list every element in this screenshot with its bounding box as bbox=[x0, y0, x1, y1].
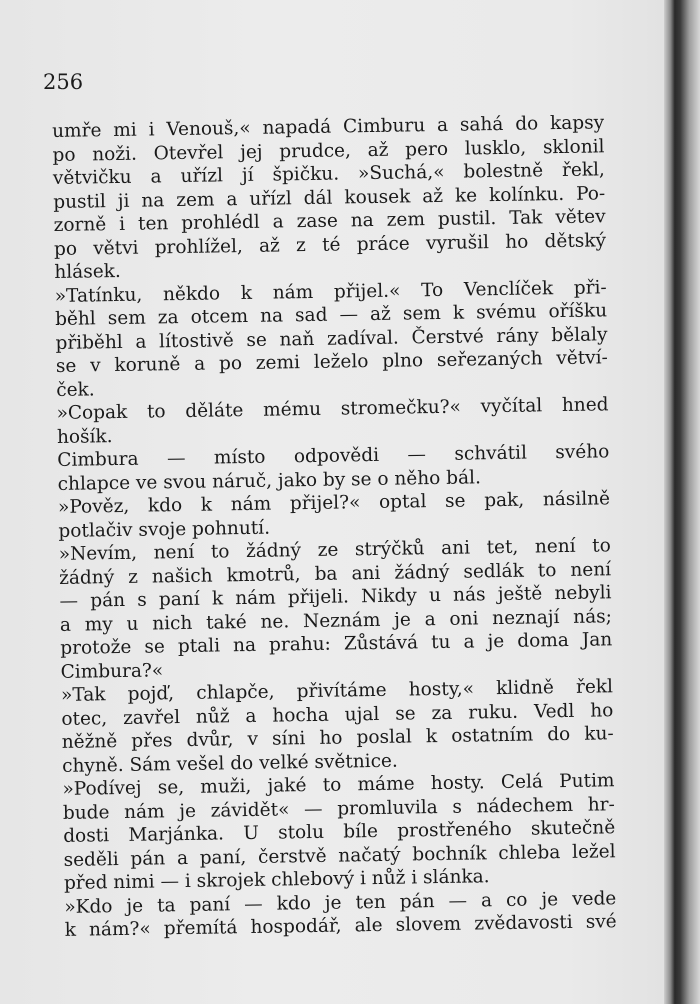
text-line: chlapce ve svou náruč, jako by se o něho bál. bbox=[57, 466, 482, 495]
text-line: běhl sem za otcem na sad — až sem k svému oříšku bbox=[54, 300, 608, 330]
text-line: »Tak pojď, chlapče, přivítáme hosty,« klidně řekl bbox=[60, 676, 614, 706]
text-line: ček. bbox=[56, 378, 95, 401]
text-line: — pán s paní k nám přijeli. Nikdy u nás ještě nebyli bbox=[59, 582, 612, 612]
text-line: před nimi — i skrojek chlebový i nůž i slánka. bbox=[63, 866, 490, 894]
page-number: 256 bbox=[43, 70, 84, 94]
text-line: Cimbura?« bbox=[60, 659, 164, 683]
text-line: seděli pán a paní, čerstvě načatý bochník chleba ležel bbox=[63, 840, 616, 871]
text-line: po větvi prohlížel, až z té práce vyrušil ho dětský bbox=[53, 229, 607, 260]
text-line: »Nevím, není to žádný ze strýčků ani tet, není to bbox=[58, 535, 611, 565]
page-text bbox=[52, 111, 617, 942]
text-line: Cimbura — místo odpovědi — schvátil svého bbox=[57, 441, 610, 471]
text-line: dosti Marjánka. U stolu bíle prostřeného skutečně bbox=[63, 817, 616, 847]
text-line: umře mi i Venouš,« napadá Cimburu a sahá do kapsy bbox=[52, 112, 605, 142]
text-line: se v koruně a po zemi leželo plno seřezaných větví- bbox=[55, 347, 608, 377]
text-line: »Copak to děláte mému stromečku?« vyčítal hned bbox=[56, 394, 609, 424]
text-line: po noži. Otevřel jej prudce, až pero lusklo, sklonil bbox=[52, 135, 605, 166]
text-line: přiběhl a lítostivě se naň zadíval. Čerstvé rány bělaly bbox=[55, 323, 608, 354]
text-line: zorně i ten prohlédl a zase na zem pustil. Tak větev bbox=[53, 206, 606, 236]
text-line: bude nám je závidět« — promluvila s nádechem hr- bbox=[62, 793, 615, 824]
text-line: pustil ji na zem a uřízl dál kousek až ke kolínku. Po- bbox=[53, 182, 606, 213]
text-line: potlačiv svoje pohnutí. bbox=[58, 517, 271, 542]
text-line: »Kdo je ta paní — kdo je ten pán — a co je vede bbox=[64, 887, 617, 918]
text-line: »Podívej se, muži, jaké to máme hosty. Celá Putim bbox=[62, 770, 615, 800]
text-line: žádný z našich kmotrů, ba ani žádný sedlák to není bbox=[59, 558, 612, 589]
text-line: něžně přes dvůr, v síni ho poslal k ostatním do ku- bbox=[61, 723, 614, 753]
book-spine-edge bbox=[664, 0, 700, 1004]
text-line: chyně. Sám vešel do velké světnice. bbox=[61, 750, 398, 777]
text-line: hošík. bbox=[56, 425, 113, 448]
text-line: větvičku a uřízl jí špičku. »Suchá,« bolestně řekl, bbox=[52, 159, 606, 189]
text-line: protože se ptali na prahu: Zůstává tu a je doma Jan bbox=[60, 629, 613, 659]
text-line: a my u nich také ne. Neznám je a oni neznají nás; bbox=[59, 605, 613, 636]
text-line: hlásek. bbox=[54, 260, 121, 283]
text-line: k nám?« přemítá hospodář, ale slovem zvědavosti své bbox=[64, 911, 617, 941]
text-line: »Tatínku, někdo k nám přijel.« To Venclíček při- bbox=[54, 276, 607, 307]
text-line: »Pověz, kdo k nám přijel?« optal se pak, násilně bbox=[57, 488, 611, 518]
text-line: otec, zavřel nůž a hocha ujal se za ruku. Vedl ho bbox=[61, 699, 614, 730]
